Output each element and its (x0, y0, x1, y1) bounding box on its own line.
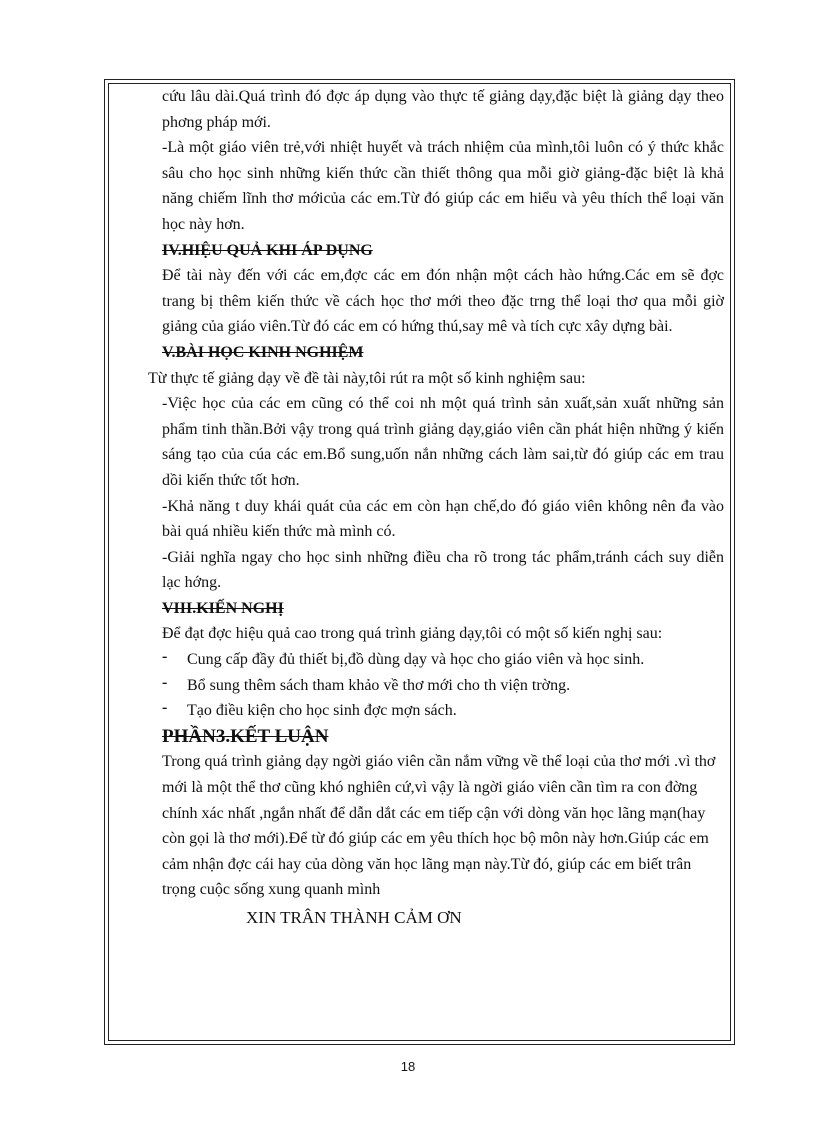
section-paragraph: -Khả năng t duy khái quát của các em còn hạn chế,do đó giáo viên không nên đa vào bài quá nhiều kiến thức mà mình có. (162, 497, 724, 541)
section-lead: Từ thực tế giảng dạy về đề tài này,tôi rút ra một số kinh nghiệm sau: (148, 369, 586, 387)
intro-paragraph: cứu lâu dài.Quá trình đó đợc áp dụng vào thực tế giảng dạy,đặc biệt là giảng dạy theo phơng pháp mới. (162, 88, 724, 131)
section-heading-recommendations: VIII.KIẾN NGHỊ (162, 599, 284, 617)
list-item-text: Tạo điều kiện cho học sinh đợc mợn sách. (187, 702, 457, 720)
bullet-dash: - (162, 699, 168, 717)
conclusion-paragraph: Trong quá trình giảng dạy ngời giáo viên cần nắm vững về thể loại của thơ mới .vì thơ mới là một thể thơ cũng khó nghiên cứ,vì vậy là ngời giáo viên cần tìm ra con đờng chính xác nhất ,ngắn nhất để dẫn dắt các em tiếp cận với dòng văn học lãng mạn(hay còn gọi là thơ mới).Để từ đó giúp các em yêu thích học bộ môn này hơn.Giúp các em cảm nhận đợc cái hay của dòng văn học lãng mạn này.Từ đó, giúp các em biết trân trọng cuộc sống xung quanh mình (162, 753, 716, 899)
section-paragraph: -Giải nghĩa ngay cho học sinh những điều cha rõ trong tác phẩm,tránh cách suy diễn lạc hớng. (162, 548, 724, 592)
section-heading-effectiveness: IV.HIỆU QUẢ KHI ÁP DỤNG (162, 241, 373, 259)
thanks-line: XIN TRÂN THÀNH CẢM ƠN (246, 908, 462, 927)
document-body (148, 84, 724, 931)
list-item-text: Cung cấp đầy đủ thiết bị,đồ dùng dạy và học cho giáo viên và học sinh. (187, 651, 645, 669)
bullet-dash: - (162, 673, 168, 691)
list-item-text: Bổ sung thêm sách tham khảo về thơ mới cho th viện trờng. (187, 676, 571, 694)
section-paragraph: Để đạt đợc hiệu quả cao trong quá trình giảng dạy,tôi có một số kiến nghị sau: (162, 625, 663, 643)
section-paragraph: Để tài này đến với các em,đợc các em đón nhận một cách hào hứng.Các em sẽ đợc trang bị thêm kiến thức về cách học thơ mới theo đặc trng thể loại thơ qua mỗi giờ giảng của giáo viên.Từ đó các em có hứng thú,say mê và tích cực xây dựng bài. (162, 267, 724, 336)
bullet-dash: - (162, 648, 168, 666)
section-paragraph: -Việc học của các em cũng có thể coi nh một quá trình sản xuất,sản xuất những sản phẩm tinh thần.Bởi vậy trong quá trình giảng dạy,giáo viên cần phát hiện những ý kiến sáng tạo của cúa các em.Bổ sung,uốn nắn những cách làm sai,từ đó giúp các em trau dồi kiến thức tốt hơn. (162, 395, 724, 489)
list-item (162, 698, 724, 724)
intro-paragraph: -Là một giáo viên trẻ,với nhiệt huyết và trách nhiệm của mình,tôi luôn có ý thức khắc sâu cho học sinh những kiến thức cần thiết thông qua mỗi giờ giảng-đặc biệt là khả năng chiếm lĩnh thơ mớicủa các em.Từ đó giúp các em hiểu và yêu thích thể loại văn học này hơn. (162, 139, 724, 233)
list-item (162, 647, 724, 673)
part-heading-conclusion: PHẦN3.KẾT LUẬN (162, 725, 329, 747)
list-item (162, 673, 724, 699)
page-number: 18 (400, 1059, 416, 1074)
section-heading-lessons: V.BÀI HỌC KINH NGHIỆM (162, 343, 364, 361)
